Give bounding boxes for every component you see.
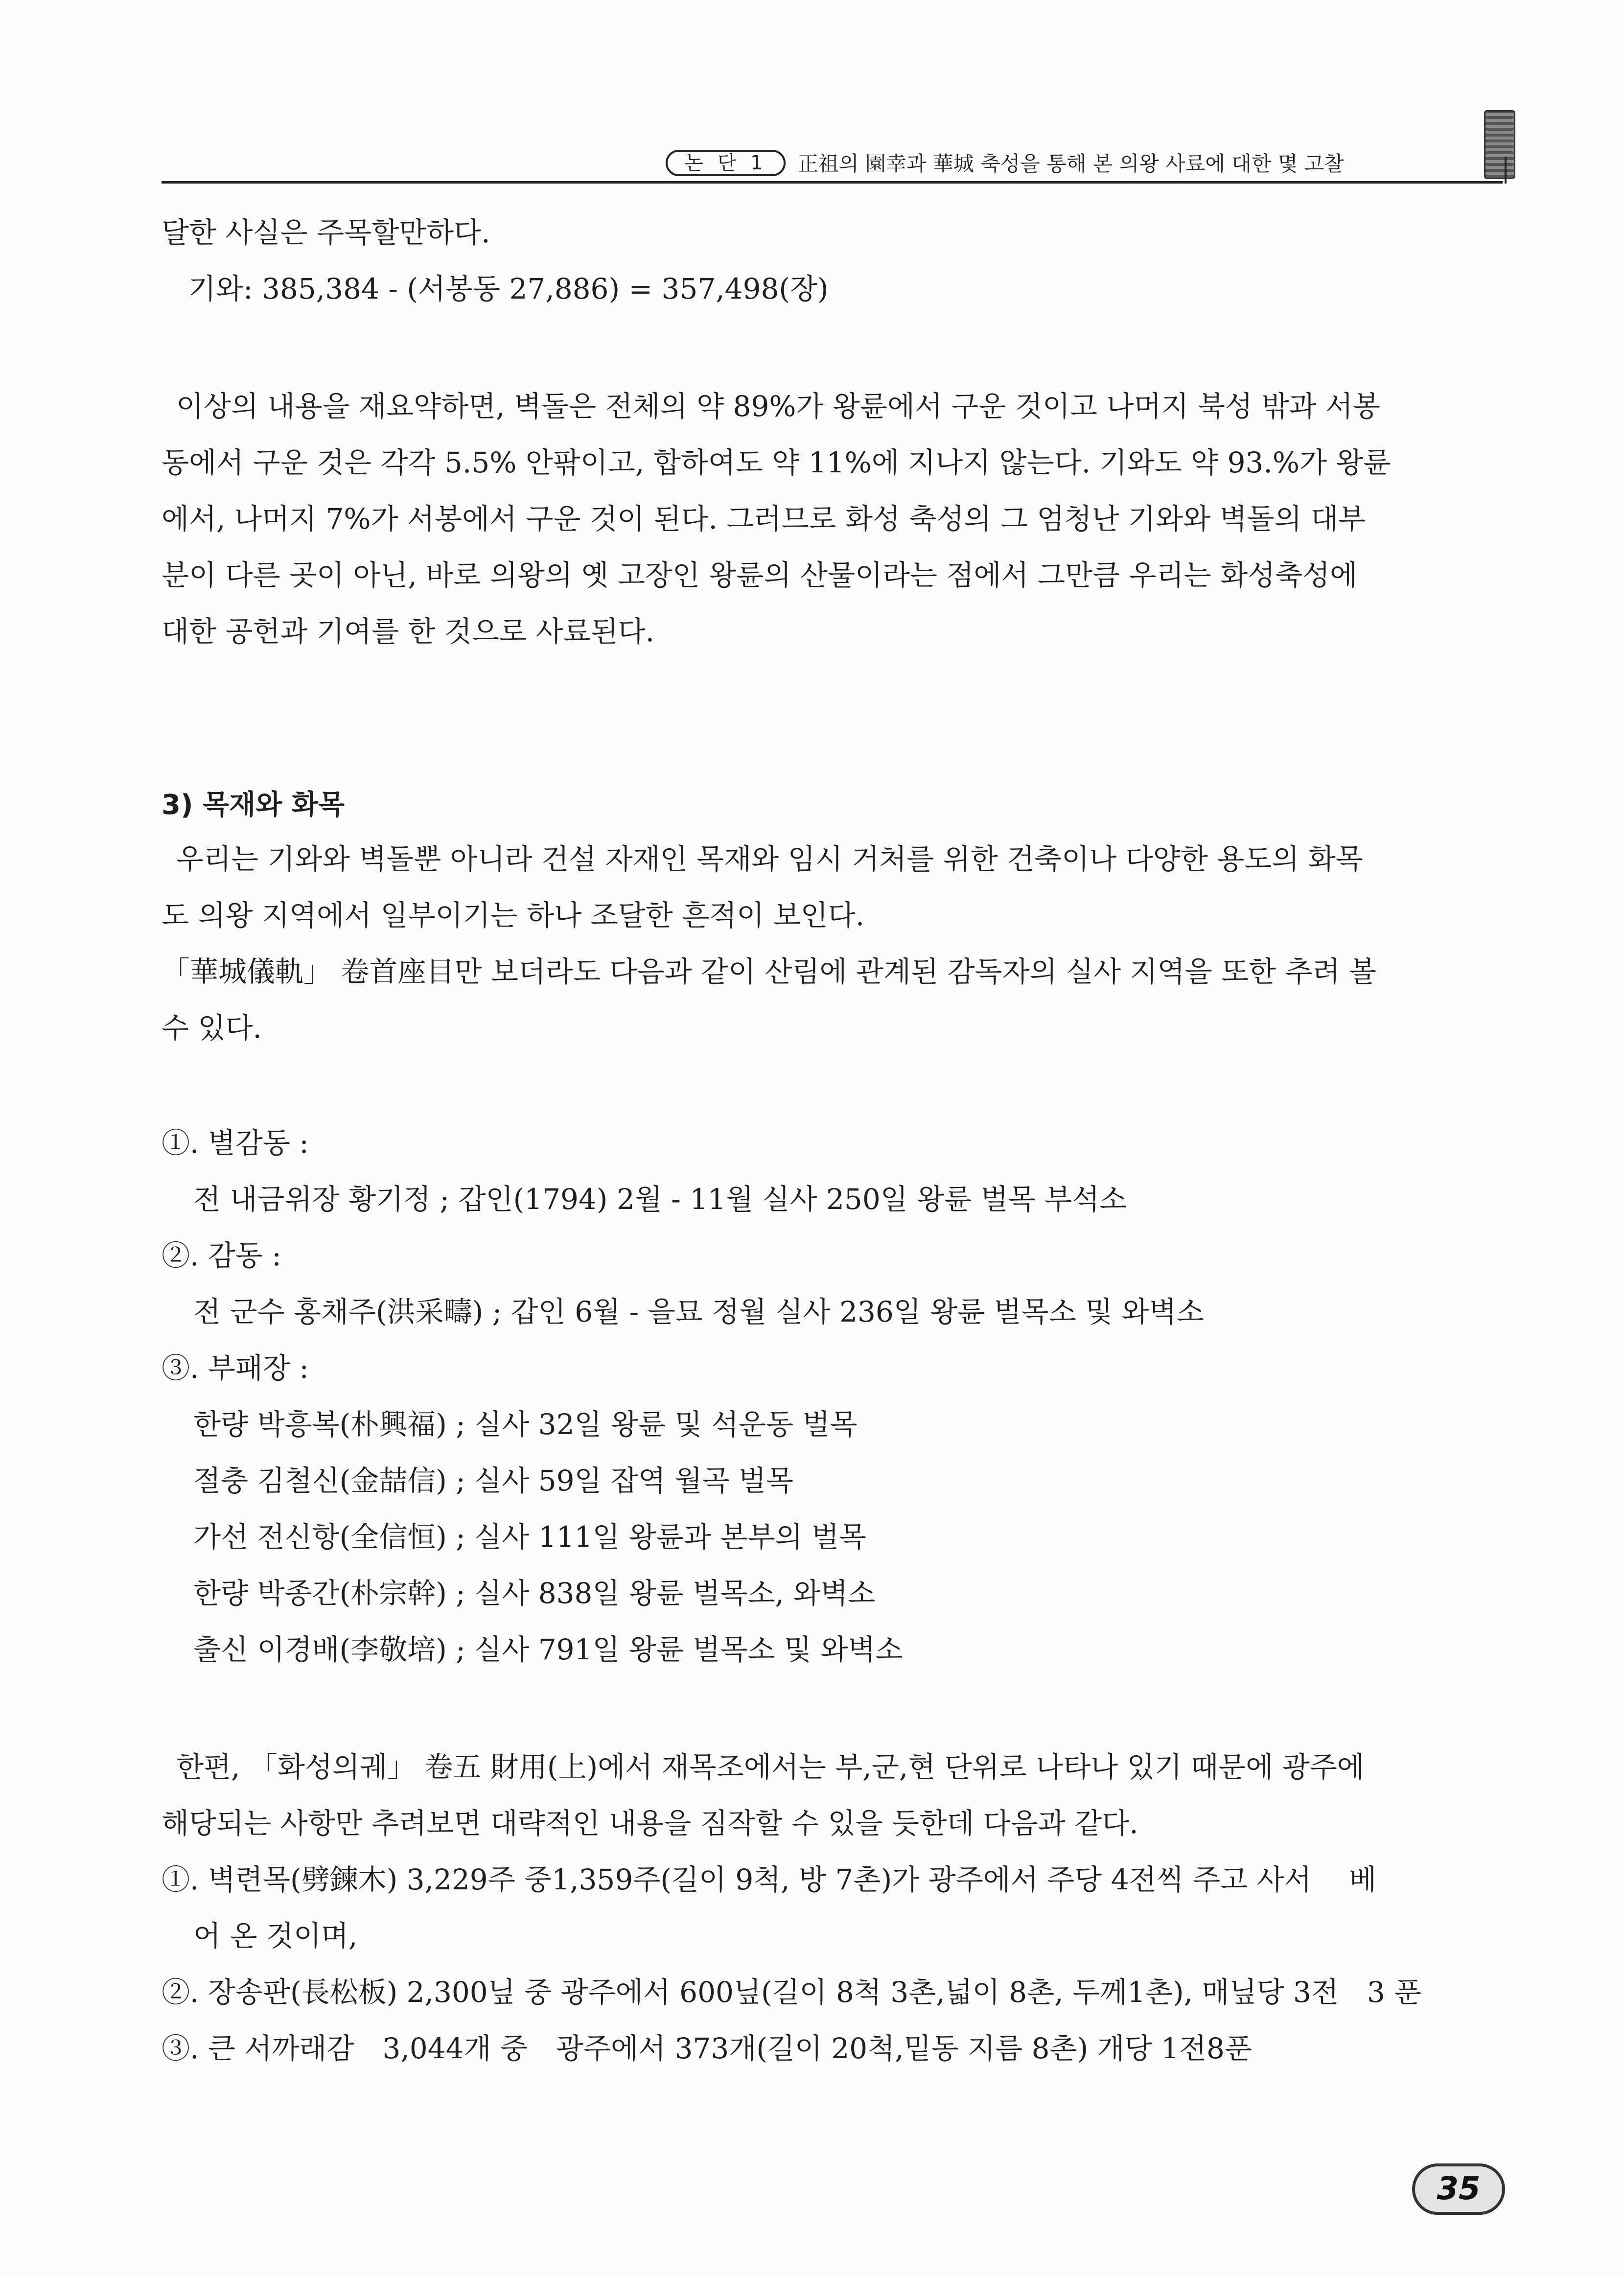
list-item: ②. 장송판(長松板) 2,300닢 중 광주에서 600닢(길이 8척 3촌,넓이 8촌, 두께1촌), 매닢당 3전 3 푼 <box>162 1976 1422 2009</box>
paragraph-line: 도 의왕 지역에서 일부이기는 하나 조달한 흔적이 보인다. <box>162 899 865 932</box>
list-item-detail: 어 온 것이며, <box>193 1919 358 1953</box>
section-tag: 논 단 1 <box>666 150 786 176</box>
paragraph-line: 달한 사실은 주목할만하다. <box>162 216 490 249</box>
list-item-detail: 한량 박흥복(朴興福) ; 실사 32일 왕륜 및 석운동 벌목 <box>193 1408 858 1441</box>
running-header <box>162 147 1503 186</box>
paragraph-line: 이상의 내용을 재요약하면, 벽돌은 전체의 약 89%가 왕륜에서 구운 것이고 나머지 북성 밖과 서봉 <box>176 390 1381 423</box>
list-item-detail: 가선 전신항(全信恒) ; 실사 111일 왕륜과 본부의 벌목 <box>193 1520 867 1554</box>
paragraph-line: 우리는 기와와 벽돌뿐 아니라 건설 자재인 목재와 임시 거처를 위한 건축이나 다양한 용도의 화목 <box>176 842 1363 876</box>
list-item-detail: 전 군수 홍채주(洪采疇) ; 갑인 6월 - 을묘 정월 실사 236일 왕륜 벌목소 및 와벽소 <box>193 1295 1204 1328</box>
paragraph-line: 「華城儀軌」 卷首座目만 보더라도 다음과 같이 산림에 관계된 감독자의 실사 지역을 또한 추려 볼 <box>162 955 1377 988</box>
list-item: ③. 부패장 : <box>162 1351 309 1385</box>
paragraph-line: 한편, 「화성의궤」 卷五 財用(上)에서 재목조에서는 부,군,현 단위로 나타나 있기 때문에 광주에 <box>176 1750 1365 1784</box>
page-number: 35 <box>1412 2163 1505 2215</box>
header-tick <box>1505 157 1507 184</box>
paragraph-line: 기와: 385,384 - (서봉동 27,886) = 357,498(장) <box>188 272 829 305</box>
list-item-detail: 절충 김철신(金喆信) ; 실사 59일 잡역 월곡 벌목 <box>193 1464 794 1497</box>
section-heading: 3) 목재와 화목 <box>162 789 345 821</box>
list-item-detail: 한량 박종간(朴宗幹) ; 실사 838일 왕륜 벌목소, 와벽소 <box>193 1577 876 1610</box>
list-item: ③. 큰 서까래감 3,044개 중 광주에서 373개(길이 20척,밑동 지름 8촌) 개당 1전8푼 <box>162 2032 1252 2065</box>
paragraph-line: 대한 공헌과 기여를 한 것으로 사료된다. <box>162 615 655 648</box>
paragraph-line: 수 있다. <box>162 1011 262 1045</box>
paragraph-line: 해당되는 사항만 추려보면 대략적인 내용을 짐작할 수 있을 듯한데 다음과 같다. <box>162 1807 1138 1840</box>
header-rule <box>162 181 1503 184</box>
list-item-detail: 전 내금위장 황기정 ; 갑인(1794) 2월 - 11월 실사 250일 왕륜 벌목 부석소 <box>193 1183 1127 1216</box>
paragraph-line: 에서, 나머지 7%가 서봉에서 구운 것이 된다. 그러므로 화성 축성의 그 엄청난 기와와 벽돌의 대부 <box>162 502 1366 535</box>
list-item: ①. 별감동 : <box>162 1126 309 1160</box>
paragraph-line: 분이 다른 곳이 아닌, 바로 의왕의 옛 고장인 왕륜의 산물이라는 점에서 그만큼 우리는 화성축성에 <box>162 558 1358 592</box>
running-title: 正祖의 園幸과 華城 축성을 통해 본 의왕 사료에 대한 몇 고찰 <box>798 152 1344 176</box>
paragraph-line: 동에서 구운 것은 각각 5.5% 안팎이고, 합하여도 약 11%에 지나지 않는다. 기와도 약 93.%가 왕륜 <box>162 446 1391 479</box>
list-item: ②. 감동 : <box>162 1239 281 1272</box>
list-item: ①. 벽련목(劈鍊木) 3,229주 중1,359주(길이 9척, 방 7촌)가 광주에서 주당 4전씩 주고 사서 베 <box>162 1863 1377 1896</box>
list-item-detail: 출신 이경배(李敬培) ; 실사 791일 왕륜 벌목소 및 와벽소 <box>193 1633 903 1666</box>
